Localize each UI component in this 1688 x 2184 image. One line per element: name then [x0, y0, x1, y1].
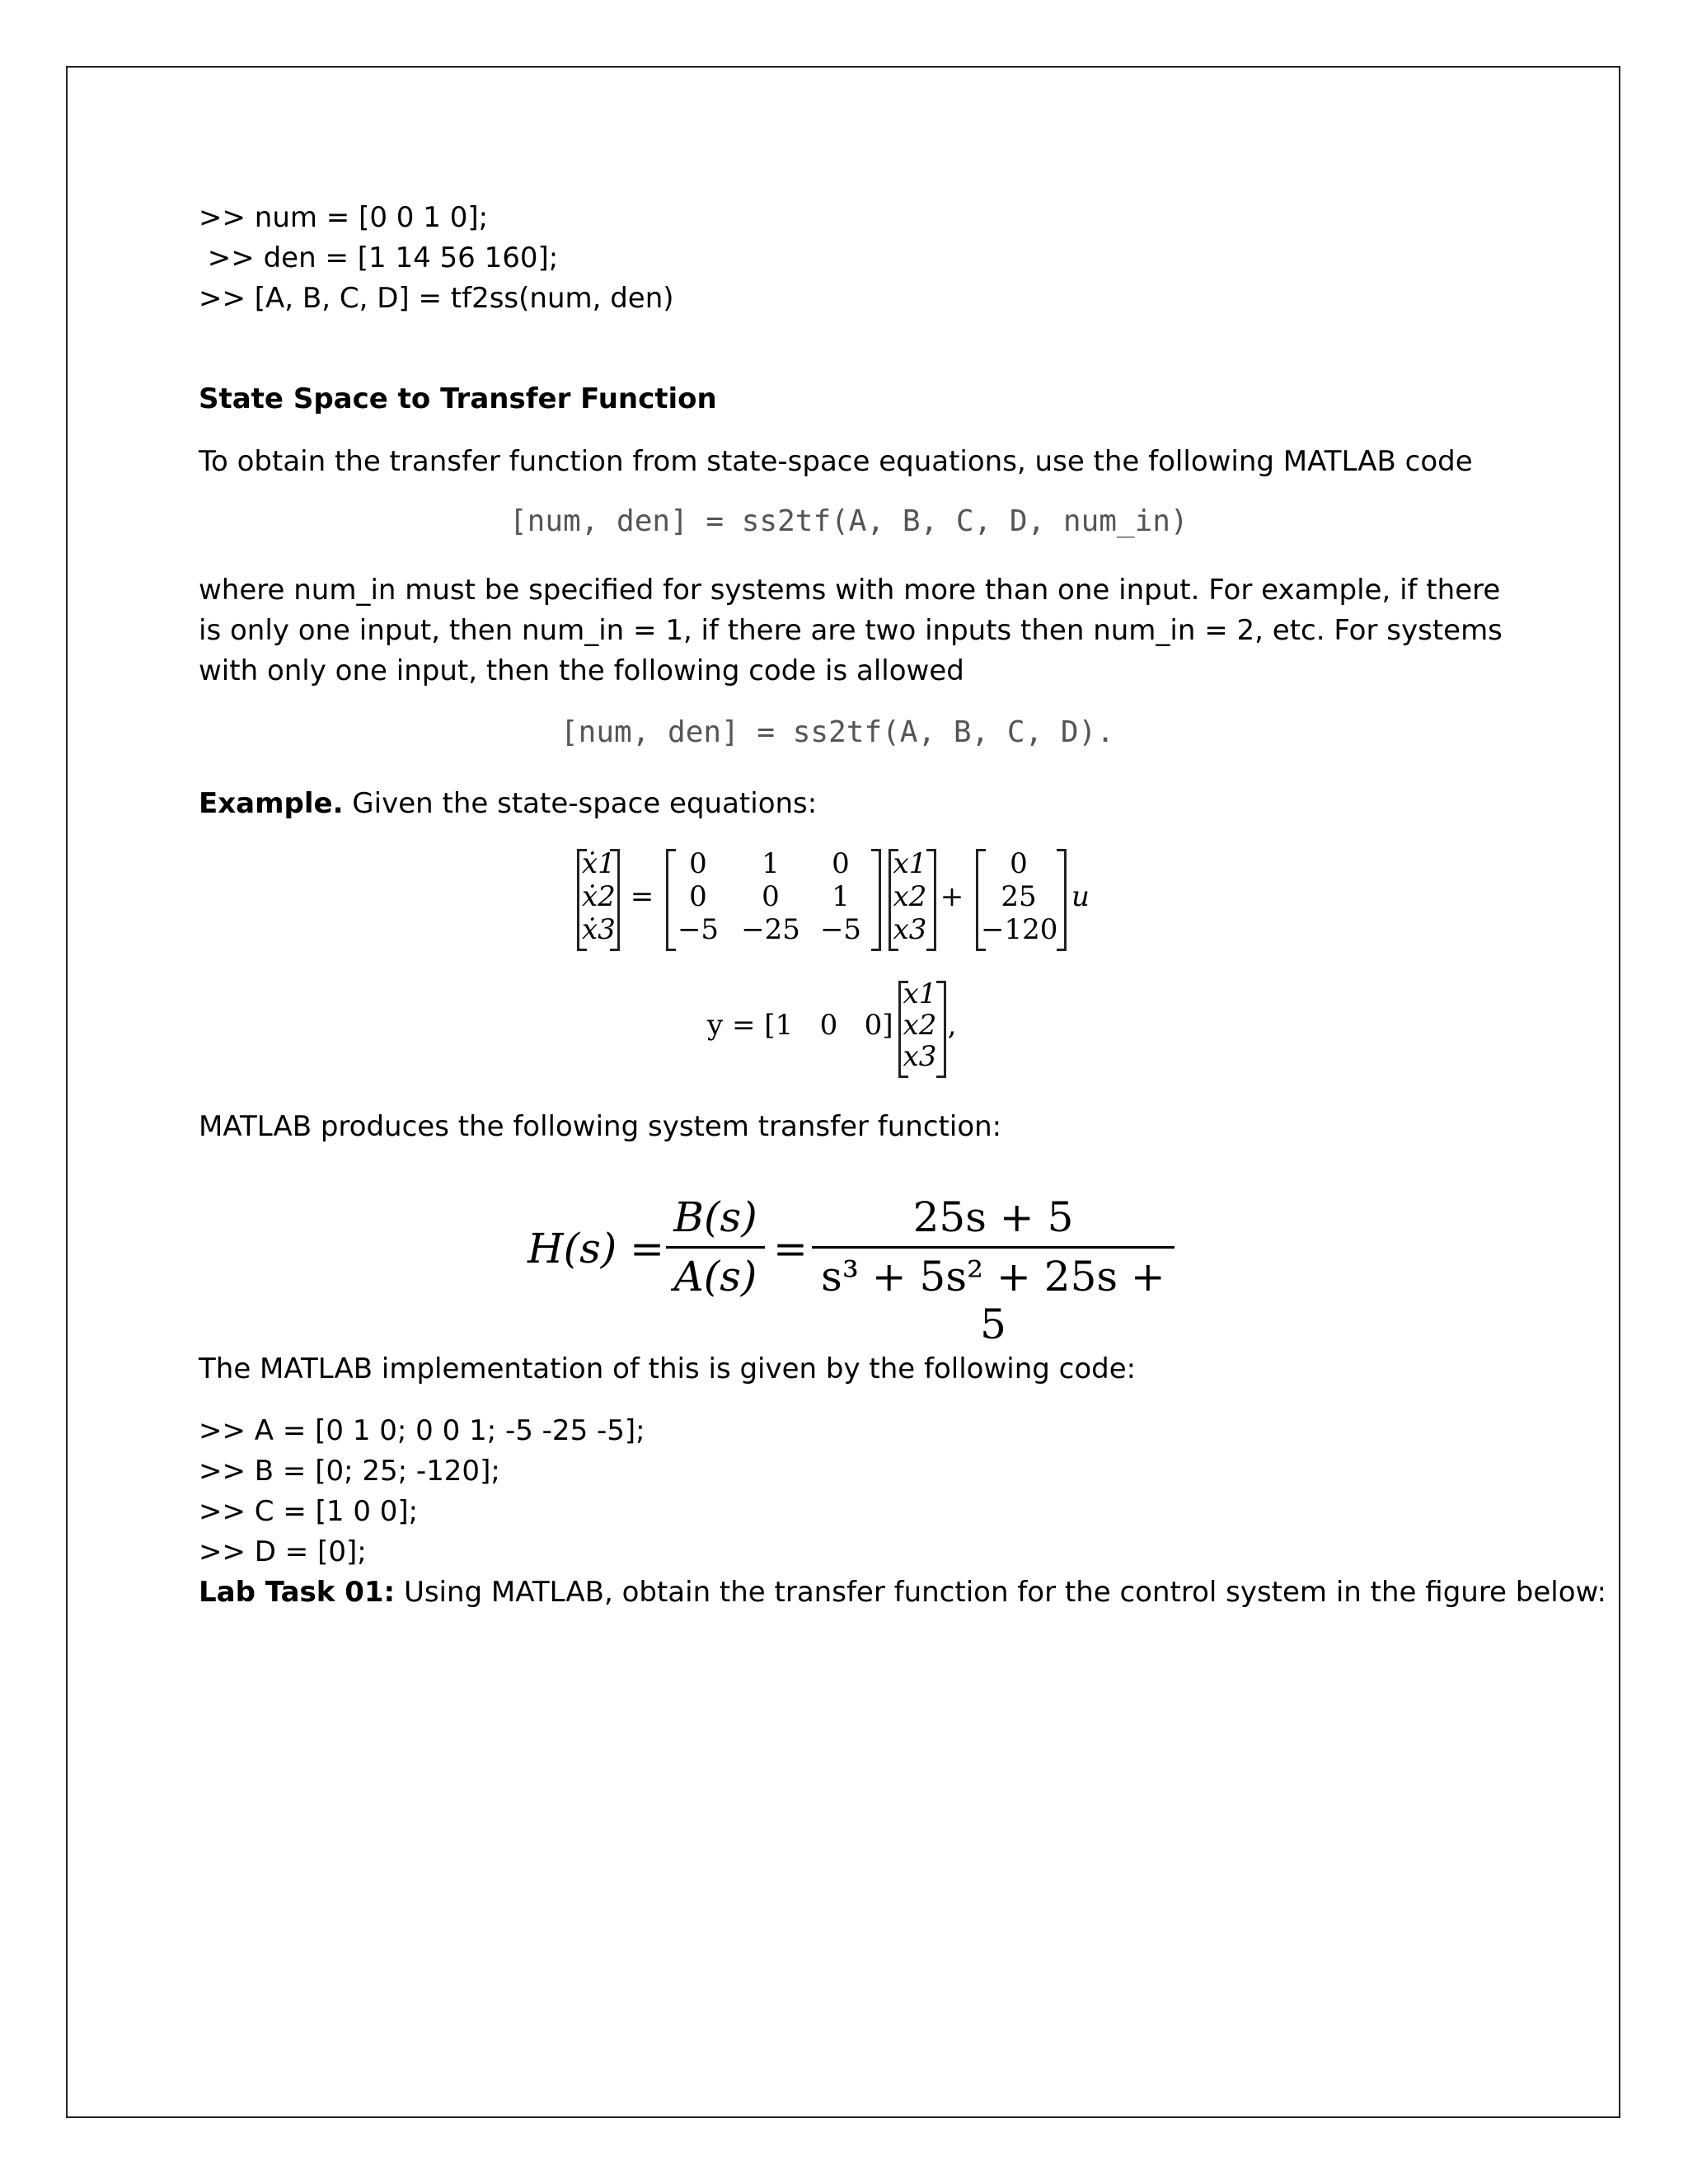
a-32: −25: [741, 913, 800, 946]
tf-lhs: H(s) =: [528, 1225, 665, 1272]
example-line: [199, 784, 817, 824]
input-u: u: [1071, 880, 1090, 913]
a-22: 0: [762, 880, 780, 913]
xdot-2: ẋ2: [582, 880, 616, 913]
code-line: >> num = [0 0 1 0];: [199, 201, 489, 234]
b-1: 0: [1010, 847, 1028, 880]
page-border: [66, 66, 1620, 2118]
code-line: >> [A, B, C, D] = tf2ss(num, den): [199, 282, 674, 315]
tf-num2: 25s + 5: [912, 1193, 1074, 1241]
x-2: x2: [893, 880, 927, 913]
a-31: −5: [677, 913, 720, 946]
explain-paragraph: where num_in must be specified for systems with more than one input. For example, if there is only one input, then num_in = 1, if there are two inputs then num_in = 2, etc. For systems with only one input, then the following code is allowed: [199, 574, 1503, 687]
b-2: 25: [1001, 880, 1037, 913]
output-lhs: y = [1 0 0]: [707, 1009, 893, 1042]
example-label: Example.: [199, 787, 344, 820]
lab-task-line: [199, 1572, 1606, 1613]
code-line: >> A = [0 1 0; 0 0 1; -5 -25 -5];: [199, 1414, 645, 1447]
a-11: 0: [689, 847, 707, 880]
y-x-2: x2: [903, 1009, 937, 1042]
code-line: >> den = [1 14 56 160];: [199, 241, 559, 274]
tf-den1: A(s): [673, 1253, 757, 1301]
section-heading: State Space to Transfer Function: [199, 382, 717, 415]
b-3: −120: [981, 913, 1058, 946]
code-line: >> B = [0; 25; -120];: [199, 1455, 500, 1488]
y-x-3: x3: [903, 1040, 937, 1073]
lab-task-label: Lab Task 01:: [199, 1576, 396, 1609]
lab-task-text: Using MATLAB, obtain the transfer function for the control system in the figure below:: [395, 1576, 1606, 1609]
code-ss2tf: [num, den] = ss2tf(A, B, C, D).: [560, 715, 1114, 749]
tf-num1: B(s): [673, 1193, 757, 1241]
code-ss2tf-num-in: [num, den] = ss2tf(A, B, C, D, num_in): [509, 504, 1189, 538]
code-line: >> C = [1 0 0];: [199, 1495, 419, 1528]
a-23: 1: [832, 880, 850, 913]
x-3: x3: [893, 913, 927, 946]
a-12: 1: [762, 847, 780, 880]
tf-den2: s³ + 5s² + 25s + 5: [821, 1253, 1165, 1348]
y-x-1: x1: [903, 977, 937, 1010]
a-13: 0: [832, 847, 850, 880]
matlab-produces-text: MATLAB produces the following system transfer function:: [199, 1110, 1002, 1143]
xdot-1: ẋ1: [582, 847, 616, 880]
example-text: Given the state-space equations:: [343, 787, 818, 820]
xdot-3: ẋ3: [582, 913, 616, 946]
a-33: −5: [819, 913, 862, 946]
intro-paragraph: To obtain the transfer function from state-space equations, use the following MATLAB code: [199, 445, 1473, 478]
a-21: 0: [689, 880, 707, 913]
code-line: >> D = [0];: [199, 1535, 367, 1568]
impl-text: The MATLAB implementation of this is given by the following code:: [199, 1352, 1137, 1385]
x-1: x1: [893, 847, 927, 880]
